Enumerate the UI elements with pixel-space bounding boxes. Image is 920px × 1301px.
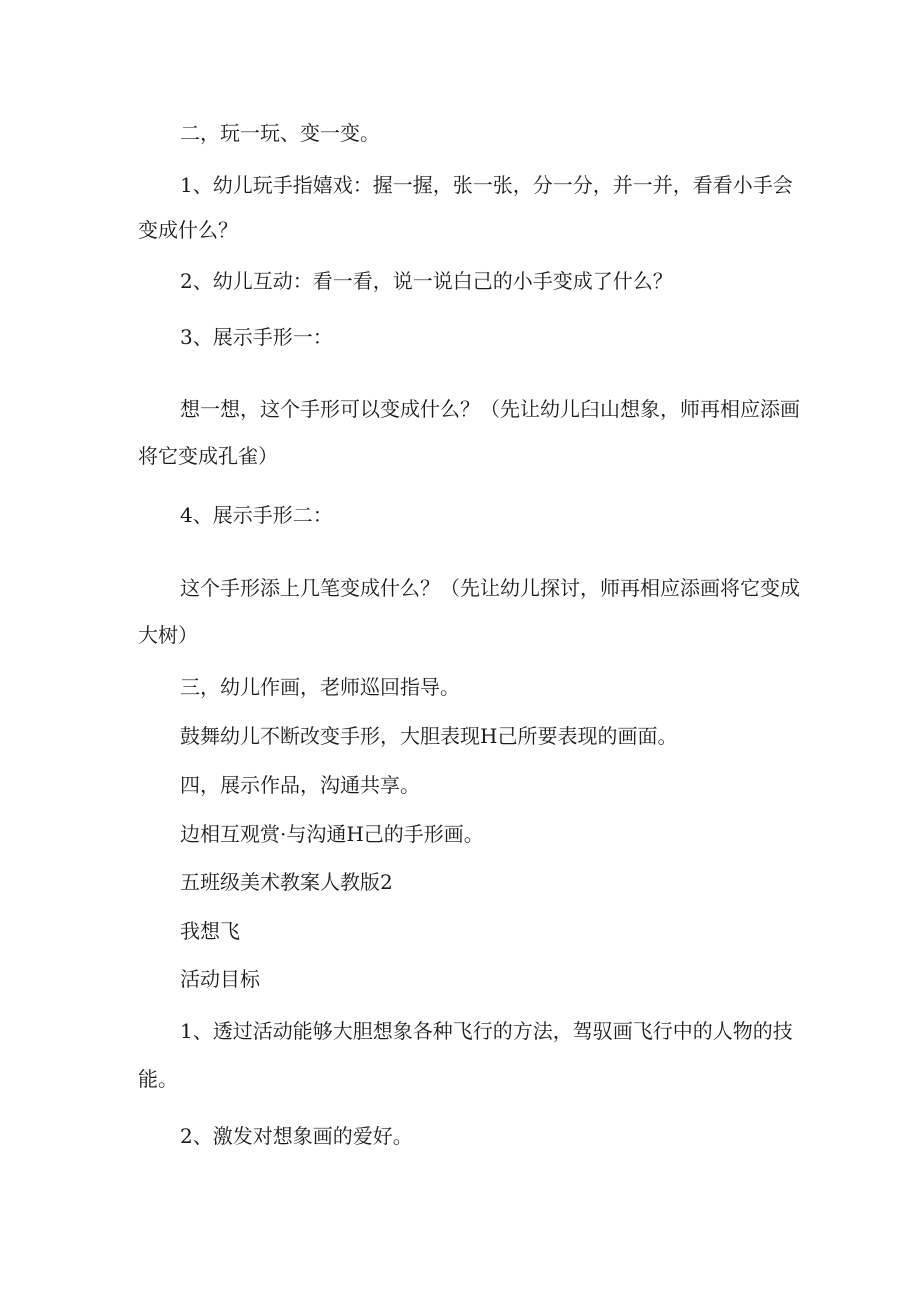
- document-title: 五班级美术教案人教版2: [180, 870, 393, 894]
- section-heading-goals: 活动目标: [180, 967, 260, 991]
- lesson-title: 我想飞: [180, 919, 240, 943]
- paragraph-line: 3、展示手形一：: [180, 325, 333, 349]
- paragraph-line: 1、幼儿玩手指嬉戏：握一握，张一张，分一分，并一并，看看小手会: [180, 173, 793, 197]
- paragraph-line: 能。: [138, 1067, 178, 1091]
- paragraph-line: 想一想，这个手形可以变成什么？（先让幼儿臼山想象，师再相应添画: [180, 397, 800, 421]
- paragraph-line: 1、透过活动能够大胆想象各种飞行的方法，驾驭画飞行中的人物的技: [180, 1019, 793, 1043]
- paragraph-line: 将它变成孔雀）: [138, 444, 278, 468]
- paragraph-line: 边相互观赏·与沟通H己的手形画。: [180, 822, 484, 846]
- paragraph-line: 这个手形添上几笔变成什么？（先让幼儿探讨，师再相应添画将它变成: [180, 576, 800, 600]
- paragraph-line: 变成什么？: [138, 218, 238, 242]
- paragraph-line: 2、激发对想象画的爱好。: [180, 1124, 413, 1148]
- section-heading-3: 三，幼儿作画，老师巡回指导。: [180, 675, 460, 699]
- section-heading-2: 二，玩一玩、变一变。: [180, 121, 380, 145]
- paragraph-line: 大树）: [138, 623, 198, 647]
- paragraph-line: 4、展示手形二：: [180, 503, 333, 527]
- paragraph-line: 鼓舞幼儿不断改变手形，大胆表现H己所要表现的画面。: [180, 724, 678, 748]
- paragraph-line: 2、幼儿互动：看一看，说一说白己的小手变成了什么？: [180, 269, 673, 293]
- section-heading-4: 四，展示作品，沟通共享。: [180, 773, 420, 797]
